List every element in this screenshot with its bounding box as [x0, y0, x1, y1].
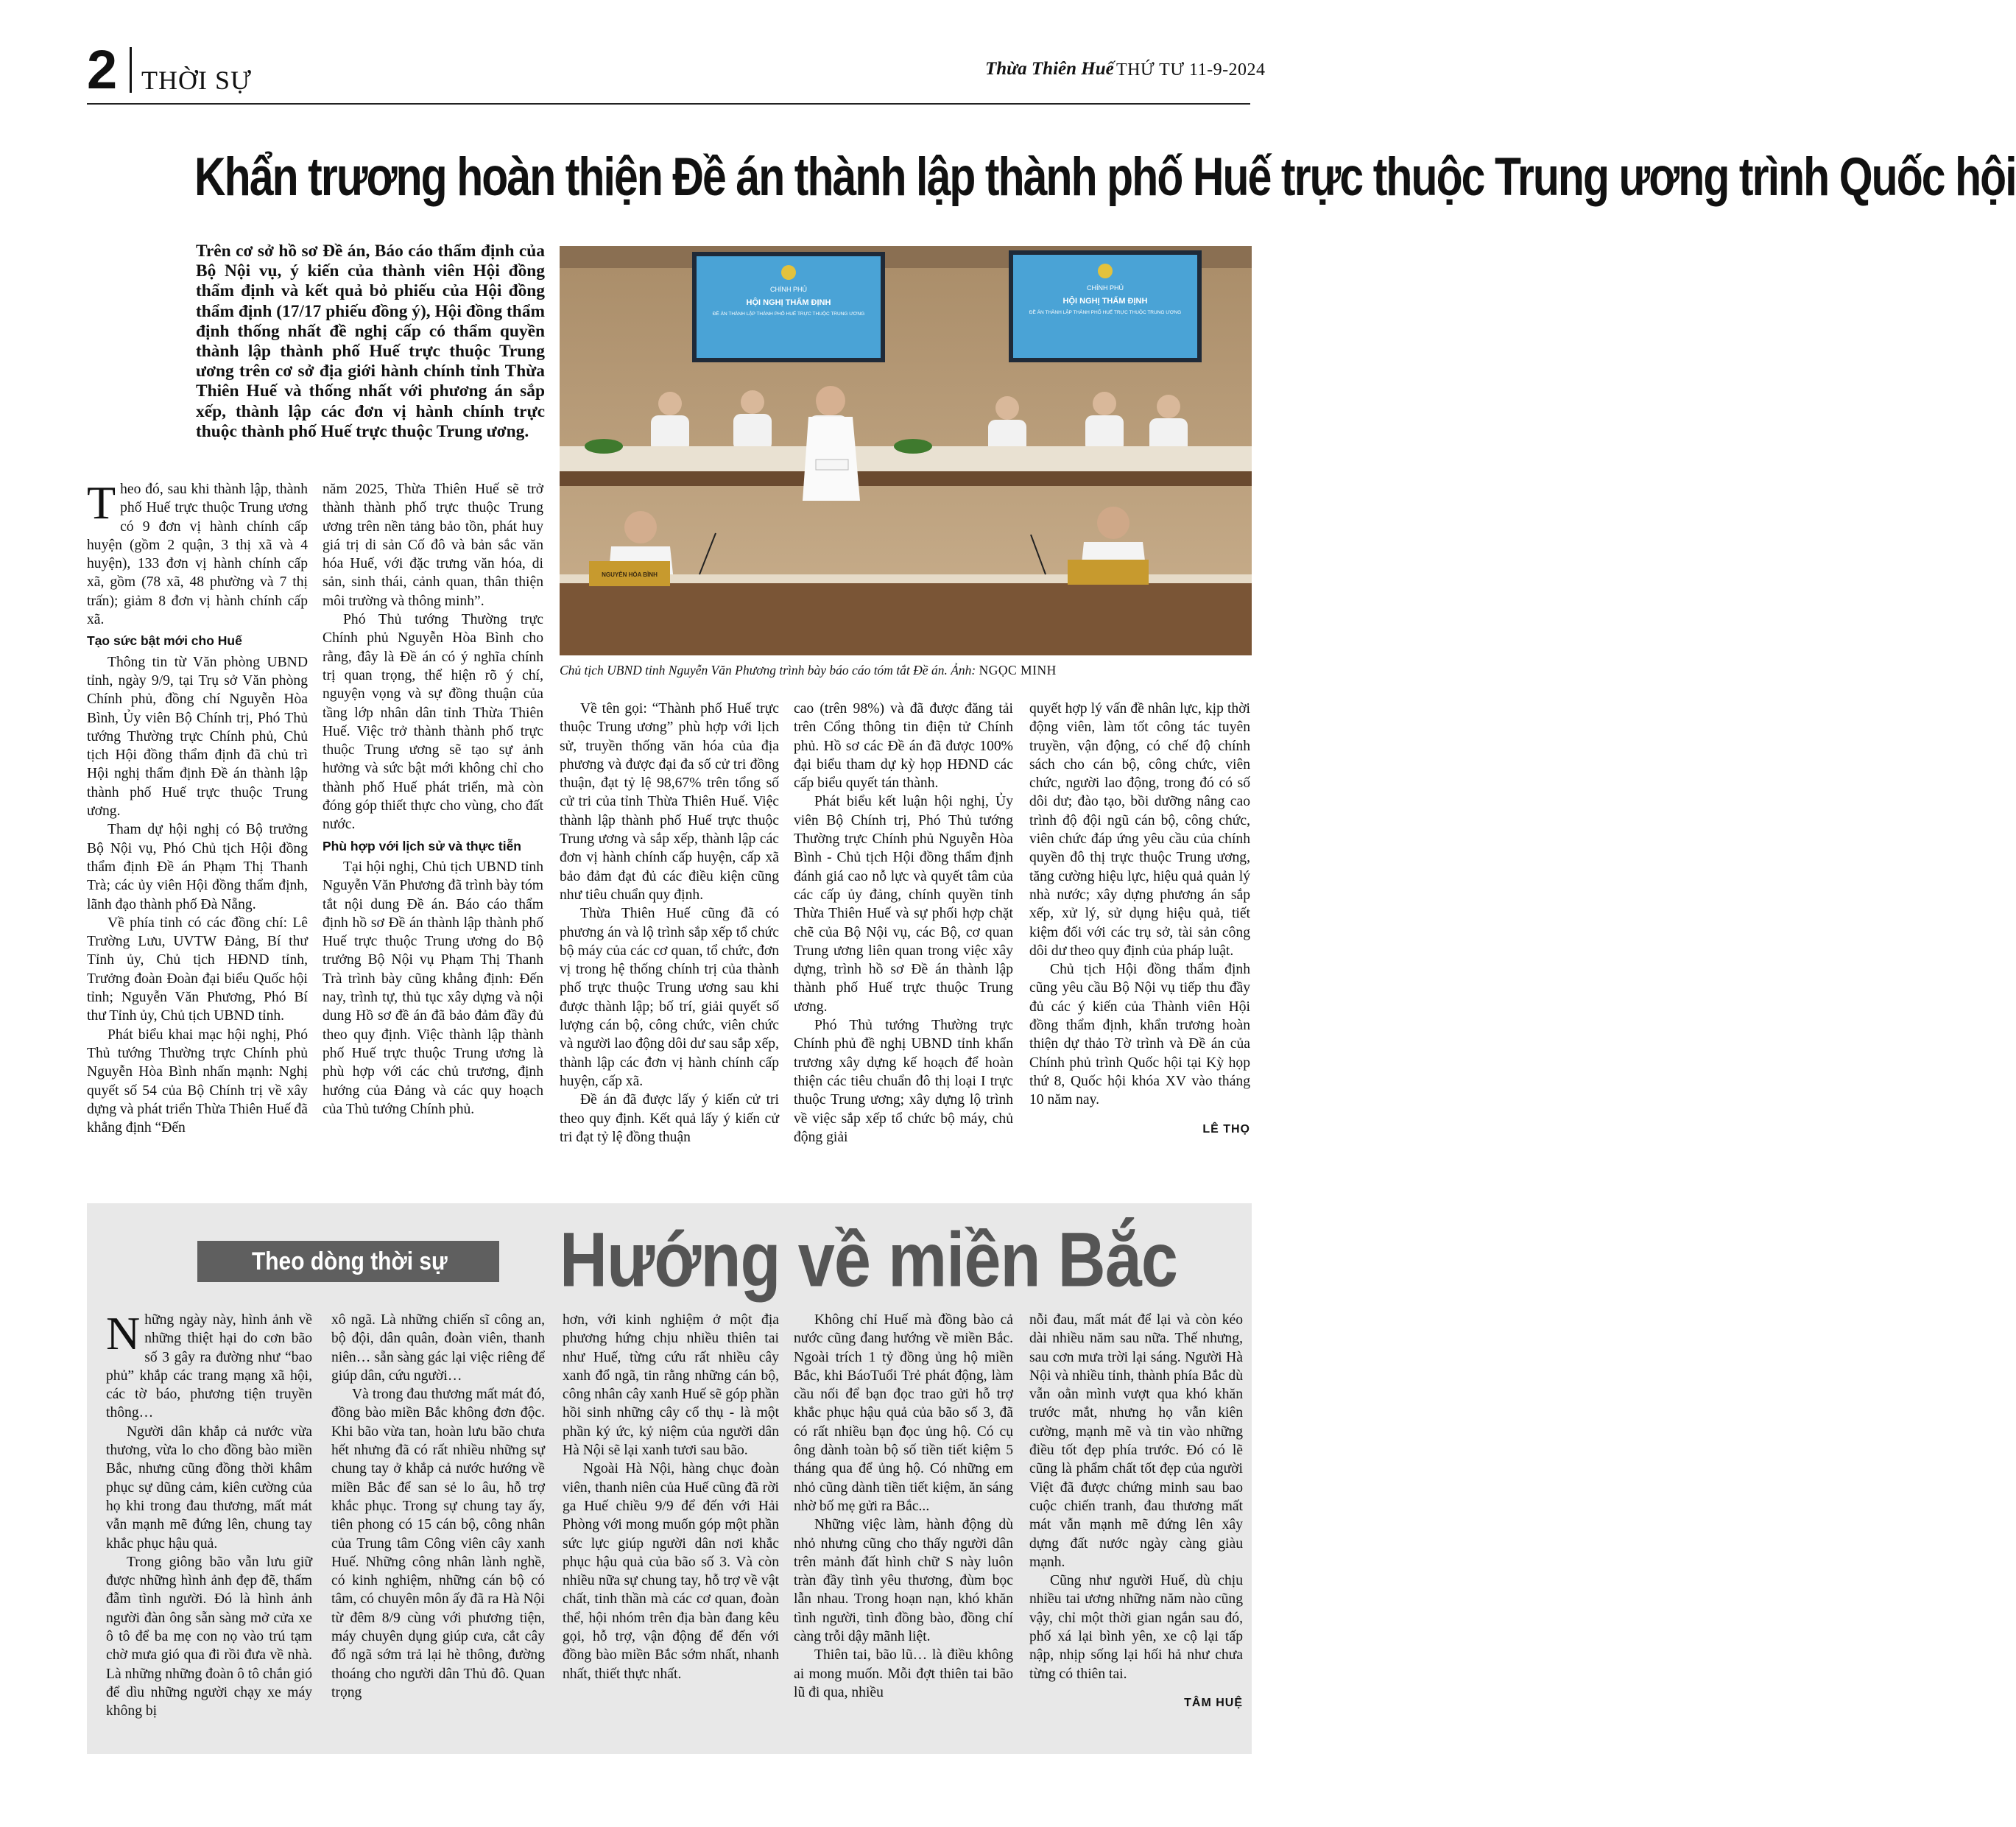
header-divider: [130, 47, 132, 93]
article-column-3: [560, 700, 779, 1147]
commentary-column-2: [331, 1311, 545, 1702]
paragraph: Phó Thủ tướng Thường trực Chính phủ đề nghị UBND tỉnh khẩn trương xây dựng kế hoạch để hoàn thiện các tiêu chuẩn đô thị loại I trực thuộc Trung ương; xây dựng lộ trình về việc sắp xếp tổ chức bộ máy, chủ động giải: [794, 1018, 1013, 1145]
photo-caption: [560, 663, 1252, 678]
screen2-text-line2: HỘI NGHỊ THẨM ĐỊNH: [1062, 297, 1148, 306]
article-photo: [560, 246, 1252, 655]
section-name: THỜI SỰ: [141, 66, 252, 95]
commentary-column-5: [1029, 1311, 1243, 1712]
paragraph: Thông tin từ Văn phòng UBND tỉnh, ngày 9/9, tại Trụ sở Văn phòng Chính phủ, đồng chí Nguyễn Hòa Bình, Ủy viên Bộ Chính trị, Phó Thủ tướng Thường trực Chính phủ, Chủ tịch Hội đồng thẩm định đã chủ trì Hội nghị thẩm định Đề án thành lập thành phố Huế trực thuộc Trung ương.: [87, 654, 308, 820]
header-rule: [87, 103, 1250, 105]
screen2-text-line1: CHÍNH PHỦ: [1086, 284, 1124, 292]
page-number: 2: [87, 39, 118, 100]
dropcap: T: [87, 476, 116, 529]
article-column-4: [794, 700, 1013, 1147]
screen-text-line3: ĐỀ ÁN THÀNH LẬP THÀNH PHỐ HUẾ TRỰC THUỘC TRUNG ƯƠNG: [712, 311, 865, 317]
meeting-photo-illustration: [560, 246, 1252, 655]
paragraph: hững ngày này, hình ảnh về những thiệt hại do cơn bão số 3 gây ra đường như “bao phủ” khắp các trang mạng xã hội, các tờ báo, phương tiện truyền thông…: [106, 1312, 312, 1421]
commentary-title: Hướng về miền Bắc: [560, 1217, 1178, 1303]
commentary-column-1: [106, 1307, 312, 1721]
paragraph: Tại hội nghị, Chủ tịch UBND tỉnh Nguyễn Văn Phương đã trình bày tóm tắt nội dung Đề án. Báo cáo thẩm định hồ sơ Đề án thành lập thành phố Huế trực thuộc Trung ương do Bộ trưởng Bộ Nội vụ Phạm Thị Thanh Trà trình bày cũng khẳng định: Đến nay, trình tự, thủ tục xây dựng và nội dung Hồ sơ đề án đã bảo đảm đầy đủ theo quy định. Việc thành lập thành phố Huế trực thuộc Trung ương là phù hợp với các chủ trương, định hướng của Đảng và các quy hoạch của Thủ tướng Chính phủ.: [323, 859, 543, 1117]
article-lead: Trên cơ sở hồ sơ Đề án, Báo cáo thẩm định của Bộ Nội vụ, ý kiến của thành viên Hội đồng thẩm định và kết quả bỏ phiếu của Hội đồng thẩm định (17/17 phiếu đồng ý), Hội đồng thẩm định thống nhất đề nghị cấp có thẩm quyền thành lập thành phố Huế trực thuộc Trung ương trên cơ sở địa giới hành chính tỉnh Thừa Thiên Huế và thống nhất với phương án sắp xếp, thành lập các đơn vị hành chính trực thuộc thành phố Huế trực thuộc Trung ương.: [196, 242, 545, 441]
article-column-5: [1029, 700, 1250, 1138]
paragraph: Đề án đã được lấy ý kiến cử tri theo quy định. Kết quả lấy ý kiến cử tri đạt tỷ lệ đồng thuận: [560, 1092, 779, 1145]
paragraph: heo đó, sau khi thành lập, thành phố Huế trực thuộc Trung ương có 9 đơn vị hành chính cấp huyện (gồm 2 quận, 3 thị xã và 4 huyện), 133 đơn vị hành chính cấp xã, gồm (78 xã, 48 phường và 7 thị trấn); giảm 8 đơn vị hành chính cấp xã.: [87, 482, 308, 628]
paragraph: Trong giông bão vẫn lưu giữ được những hình ảnh đẹp đẽ, thấm đẫm tình người. Đó là hình ảnh người đàn ông sẵn sàng mở cửa xe ô tô để ba mẹ con nọ vào trú tạm chờ mưa gió qua đi rồi đưa về nhà. Là những những đoàn ô tô chắn gió để dìu những người chạy xe máy không bị: [106, 1554, 312, 1719]
paragraph: Phó Thủ tướng Thường trực Chính phủ Nguyễn Hòa Bình cho rằng, đây là Đề án có ý nghĩa chính trị quan trọng, thể hiện rõ ý chí, nguyện vọng và sự đồng thuận của tầng lớp nhân dân tỉnh Thừa Thiên Huế. Việc trở thành thành phố trực thuộc Trung ương sẽ tạo sự ảnh hưởng và sức bật mới không chỉ cho thành phố Huế phát triển, mà còn đóng góp thiết thực cho vùng, cho đất nước.: [323, 612, 543, 833]
commentary-column-3: [563, 1311, 779, 1683]
issue-date: THỨ TƯ 11-9-2024: [1116, 60, 1266, 80]
paragraph: xô ngã. Là những chiến sĩ công an, bộ đội, dân quân, đoàn viên, thanh niên… sẵn sàng gác lại việc riêng để giúp dân, cứu người…: [331, 1312, 545, 1384]
paragraph: Ngoài Hà Nội, hàng chục đoàn viên, thanh niên của Huế cũng đã rời ga Huế chiều 9/9 để đến với Hải Phòng với mong muốn góp một phần sức lực giúp người dân nơi khắc phục hậu quả của bão số 3. Và còn nhiều nữa sự chung tay, hỗ trợ về vật chất, tinh thần mà các cơ quan, đoàn thể, hội nhóm trên địa bàn đang kêu gọi, hỗ trợ, vận động để đến với đồng bào miền Bắc sớm nhất, nhanh nhất, thiết thực nhất.: [563, 1461, 779, 1682]
commentary-column-4: [794, 1311, 1013, 1702]
paragraph: nỗi đau, mất mát để lại và còn kéo dài nhiều năm sau nữa. Thế nhưng, sau cơn mưa trời lại sáng. Người Hà Nội và nhiều tỉnh, thành phía Bắc dù vẫn oằn mình vượt qua khó khăn trước mắt, nhưng họ vẫn kiên cường, mạnh mẽ và tin vào những điều tốt đẹp phía trước. Đó có lẽ cũng là phẩm chất tốt đẹp của người Việt đã được chứng minh sau bao cuộc chiến tranh, đau thương mất mát vẫn mạnh mẽ đứng lên xây dựng đất nước ngày càng giàu mạnh.: [1029, 1312, 1243, 1570]
paragraph: Cũng như người Huế, dù chịu nhiều tai ương những năm nào cũng vậy, chỉ một thời gian ngắn sau đó, phố xá lại bình yên, xe cộ lại tấp nập, nhịp sống lại hối hả như chưa từng có thiên tai.: [1029, 1573, 1243, 1682]
screen-text-line1: CHÍNH PHỦ: [769, 286, 808, 293]
dropcap: N: [106, 1307, 141, 1359]
article-column-1: [87, 476, 308, 1137]
screen2-text-line3: ĐỀ ÁN THÀNH LẬP THÀNH PHỐ HUẾ TRỰC THUỘC TRUNG ƯƠNG: [1029, 310, 1182, 315]
paragraph: quyết hợp lý vấn đề nhân lực, kịp thời động viên, làm tốt công tác tuyên truyền, vận động, có chế độ chính sách cho cán bộ, công chức, viên chức, người lao động, trong đó có số dôi dư; đào tạo, bồi dưỡng nâng cao trình độ đội ngũ cán bộ, công chức, viên chức đáp ứng yêu cầu của chính quyền đô thị trực thuộc Trung ương, tăng cường hiệu lực, hiệu quả quản lý nhà nước; xây dựng phương án sắp xếp, xử lý, sử dụng hiệu quả, tiết kiệm đối với các trụ sở, tài sản công dôi dư theo quy định của pháp luật.: [1029, 701, 1250, 959]
article-byline: LÊ THỌ: [1202, 1122, 1250, 1136]
paragraph: Và trong đau thương mất mát đó, đồng bào miền Bắc không đơn độc. Khi bão vừa tan, hoàn lưu bão chưa hết nhưng đã có rất nhiều những sự chung tay ở khắp cả nước hướng về miền Bắc để san sẻ lo âu, hỗ trợ khắc phục. Trong sự chung tay ấy, tiên phong có 15 cán bộ, công nhân của Trung tâm Công viên cây xanh Huế. Những công nhân lành nghề, có kinh nghiệm, những cán bộ có tâm, có chuyên môn ấy đã ra Hà Nội từ đêm 8/9 cùng với phương tiện, máy chuyên dụng giúp cưa, cắt cây đổ ngã sớm trả lại hè thông, đường thoáng cho người dân Thủ đô. Quan trọng: [331, 1387, 545, 1700]
subheading: Tạo sức bật mới cho Huế: [87, 633, 242, 649]
paragraph: Tham dự hội nghị có Bộ trưởng Bộ Nội vụ, Phó Chủ tịch Hội đồng thẩm định Đề án Phạm Thị Thanh Trà; các ủy viên Hội đồng thẩm định, lãnh đạo thành phố Đà Nẵng.: [87, 822, 308, 912]
paragraph: Phát biểu khai mạc hội nghị, Phó Thủ tướng Thường trực Chính phủ Nguyễn Hòa Bình nhấn mạnh: Nghị quyết số 54 của Bộ Chính trị về xây dựng và phát triển Thừa Thiên Huế đã khẳng định “Đến: [87, 1027, 308, 1136]
paragraph: Về phía tỉnh có các đồng chí: Lê Trường Lưu, UVTW Đảng, Bí thư Tỉnh ủy, Chủ tịch HĐND tỉnh, Trưởng đoàn Đoàn đại biểu Quốc hội tỉnh; Nguyễn Văn Phương, Phó Bí thư Tỉnh ủy, Chủ tịch UBND tỉnh.: [87, 915, 308, 1024]
photo-credit: NGỌC MINH: [979, 663, 1057, 677]
caption-text: Chủ tịch UBND tỉnh Nguyễn Văn Phương trình bày báo cáo tóm tắt Đề án. Ảnh:: [560, 663, 979, 677]
paragraph: Thừa Thiên Huế cũng đã có phương án và lộ trình sắp xếp tổ chức bộ máy của các cơ quan, tổ chức, đơn vị trong hệ thống chính trị của thành phố trực thuộc Trung ương sau khi được thành lập; bố trí, giải quyết số lượng cán bộ, công chức, viên chức và người lao động dôi dư sau sắp xếp, thành lập các đơn vị hành chính cấp huyện, cấp xã.: [560, 906, 779, 1089]
subheading: Phù hợp với lịch sử và thực tiễn: [323, 838, 521, 853]
paragraph: Chủ tịch Hội đồng thẩm định cũng yêu cầu Bộ Nội vụ tiếp thu đầy đủ các ý kiến của Thành viên Hội đồng thẩm định, khẩn trương hoàn thiện dự thảo Tờ trình và Đề án của Chính phủ trình Quốc hội tại Kỳ họp thứ 8, Quốc hội khóa XV vào tháng 10 năm nay.: [1029, 962, 1250, 1108]
commentary-byline: TÂM HUỆ: [1184, 1696, 1243, 1709]
paragraph: năm 2025, Thừa Thiên Huế sẽ trở thành thành phố trực thuộc Trung ương trên nền tảng bảo tồn, phát huy giá trị di sản Cố đô và bản sắc văn hóa Huế, với đặc trưng văn hóa, di sản, sinh thái, cảnh quan, thân thiện môi trường và thông minh”.: [323, 482, 543, 609]
paragraph: Phát biểu kết luận hội nghị, Ủy viên Bộ Chính trị, Phó Thủ tướng Thường trực Chính phủ Nguyễn Hòa Bình - Chủ tịch Hội đồng thẩm định đánh giá cao nỗ lực và quyết tâm của các cấp ủy đảng, chính quyền tỉnh Thừa Thiên Huế và sự phối hợp chặt chẽ của Bộ Nội vụ, các Bộ, cơ quan Trung ương liên quan trong việc xây dựng, trình hồ sơ Đề án thành lập thành phố Huế trực thuộc Trung ương.: [794, 794, 1013, 1015]
paragraph: Thiên tai, bão lũ… là điều không ai mong muốn. Mỗi đợt thiên tai bão lũ đi qua, nhiều: [794, 1647, 1013, 1700]
nameplate-text: NGUYỄN HÒA BÌNH: [602, 571, 658, 578]
newspaper-brand: Thừa Thiên Huế: [985, 59, 1114, 79]
article-column-2: [323, 480, 543, 1119]
column-tag: [197, 1241, 499, 1282]
paragraph: cao (trên 98%) và đã được đăng tải trên Cổng thông tin điện tử Chính phủ. Hồ sơ các Đề án đã được 100% đại biểu tham dự kỳ họp HĐND các cấp biểu quyết tán thành.: [794, 701, 1013, 792]
article-headline: Khẩn trương hoàn thiện Đề án thành lập thành phố Huế trực thuộc Trung ương trình Quốc hội: [194, 147, 2016, 208]
paragraph: hơn, với kinh nghiệm ở một địa phương hứng chịu nhiều thiên tai như Huế, từng cứu rất nhiều cây xanh đổ ngã, tin rằng những cán bộ, công nhân cây xanh Huế sẽ góp phần hồi sinh những cây cổ thụ - là một phần ký ức, kỷ niệm của người dân Hà Nội sẽ lại xanh tươi sau bão.: [563, 1312, 779, 1459]
paragraph: Những việc làm, hành động dù nhỏ nhưng cũng cho thấy người dân trên mảnh đất hình chữ S này luôn tràn đầy tình yêu thương, đùm bọc lẫn nhau. Trong hoạn nạn, khó khăn tình người, tình đồng bào, đồng chí càng trỗi dậy mãnh liệt.: [794, 1517, 1013, 1645]
paragraph: Người dân khắp cả nước vừa thương, vừa lo cho đồng bào miền Bắc, nhưng cũng đồng thời khâm phục sự dũng cảm, kiên cường của họ khi trong đau thương, mất mát vẫn mạnh mẽ đứng lên, chung tay khắc phục hậu quả.: [106, 1423, 312, 1552]
paragraph: Về tên gọi: “Thành phố Huế trực thuộc Trung ương” phù hợp với lịch sử, truyền thống văn hóa của địa phương và được đại đa số cử tri đồng thuận, đạt tỷ lệ 98,67% trên tổng số cử tri của tỉnh Thừa Thiên Huế. Việc thành lập thành phố Huế trực thuộc Trung ương và sắp xếp, thành lập các đơn vị hành chính cấp huyện, cấp xã bảo đảm đạt đủ các điều kiện cũng như tiêu chuẩn quy định.: [560, 701, 779, 903]
paragraph: Không chỉ Huế mà đồng bào cả nước cũng đang hướng về miền Bắc. Ngoài trích 1 tỷ đồng ủng hộ miền Bắc, khi BáoTuổi Trẻ phát động, làm cầu nối để bạn đọc trao gửi hỗ trợ khắc phục hậu quả của bão số 3, đã có rất nhiều bạn đọc ủng hộ. Có cụ ông dành toàn bộ số tiền tiết kiệm 5 tháng qua để ủng hộ. Có những em nhỏ cũng dành tiền tiết kiệm, ăn sáng nhờ bố mẹ gửi ra Bắc...: [794, 1312, 1013, 1514]
column-tag-label: Theo dòng thời sự: [252, 1247, 448, 1275]
screen-text-line2: HỘI NGHỊ THẨM ĐỊNH: [746, 298, 831, 307]
